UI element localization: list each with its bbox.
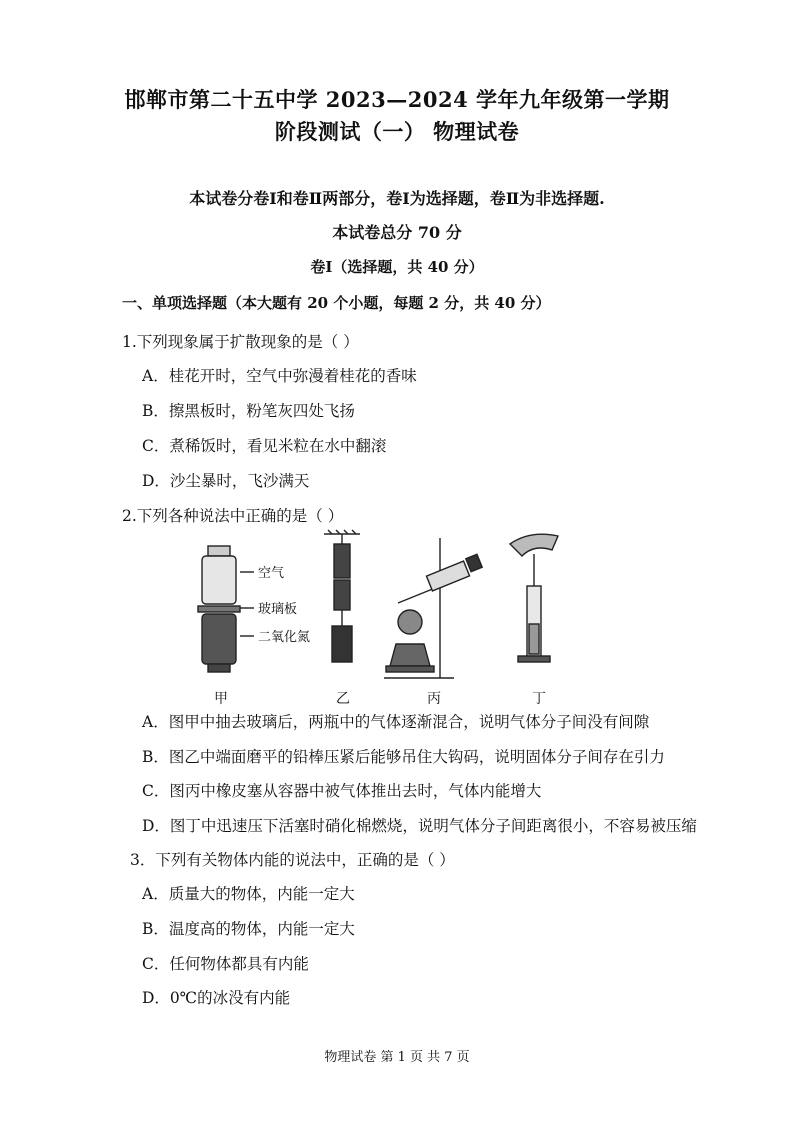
q1-option-d: D．沙尘暴时，飞沙满天 (142, 472, 310, 490)
intro-total-score: 本试卷总分 70 分 (332, 223, 462, 242)
intro-line1: 本试卷分卷Ⅰ和卷Ⅱ两部分，卷Ⅰ为选择题，卷Ⅱ为非选择题. (189, 189, 605, 208)
page-footer: 物理试卷 第 1 页 共 7 页 (324, 1050, 470, 1065)
q1-option-b: B．擦黑板时，粉笔灰四处飞扬 (142, 402, 355, 420)
q3-option-d: D．0℃的冰没有内能 (142, 989, 291, 1007)
section1-heading: 一、单项选择题（本大题有 20 个小题，每题 2 分，共 40 分） (122, 294, 551, 312)
caption-ding: 丁 (532, 691, 546, 707)
q2-figure-drawing (178, 528, 598, 698)
q3-option-b: B．温度高的物体，内能一定大 (142, 920, 355, 938)
q1-option-c: C．煮稀饭时，看见米粒在水中翻滚 (142, 437, 387, 455)
q2-option-a: A．图甲中抽去玻璃后，两瓶中的气体逐渐混合，说明气体分子间没有间隙 (142, 713, 650, 731)
volume-heading: 卷Ⅰ（选择题，共 40 分） (310, 258, 484, 276)
figure-bing-apparatus (384, 538, 482, 678)
q2-option-c: C．图丙中橡皮塞从容器中被气体推出去时，气体内能增大 (142, 782, 542, 800)
caption-jia: 甲 (214, 691, 228, 707)
q3-stem: 3．下列有关物体内能的说法中，正确的是（ ） (130, 851, 455, 869)
q1-stem: 1.下列现象属于扩散现象的是（ ） (122, 333, 359, 351)
figure-yi-lead-rods (324, 530, 360, 662)
q2-option-d: D．图丁中迅速压下活塞时硝化棉燃烧，说明气体分子间距离很小，不容易被压缩 (142, 817, 697, 835)
figure-jia-bottles (198, 546, 254, 672)
caption-yi: 乙 (336, 691, 350, 707)
exam-title-line2: 阶段测试（一） 物理试卷 (274, 119, 520, 144)
q3-option-c: C．任何物体都具有内能 (142, 955, 309, 973)
label-glass-plate: 玻璃板 (258, 602, 298, 617)
q3-option-a: A．质量大的物体，内能一定大 (142, 885, 355, 903)
q2-option-b: B．图乙中端面磨平的铅棒压紧后能够吊住大钩码，说明固体分子间存在引力 (142, 748, 665, 766)
exam-title-line1: 邯郸市第二十五中学 2023—2024 学年九年级第一学期 (124, 87, 670, 112)
label-air: 空气 (258, 566, 285, 581)
q2-figure (178, 528, 598, 698)
caption-bing: 丙 (427, 691, 441, 707)
label-no2: 二氧化氮 (258, 630, 311, 645)
q2-stem: 2.下列各种说法中正确的是（ ） (122, 507, 344, 525)
q1-option-a: A．桂花开时，空气中弥漫着桂花的香味 (142, 367, 417, 385)
figure-ding-cylinder (510, 534, 558, 662)
